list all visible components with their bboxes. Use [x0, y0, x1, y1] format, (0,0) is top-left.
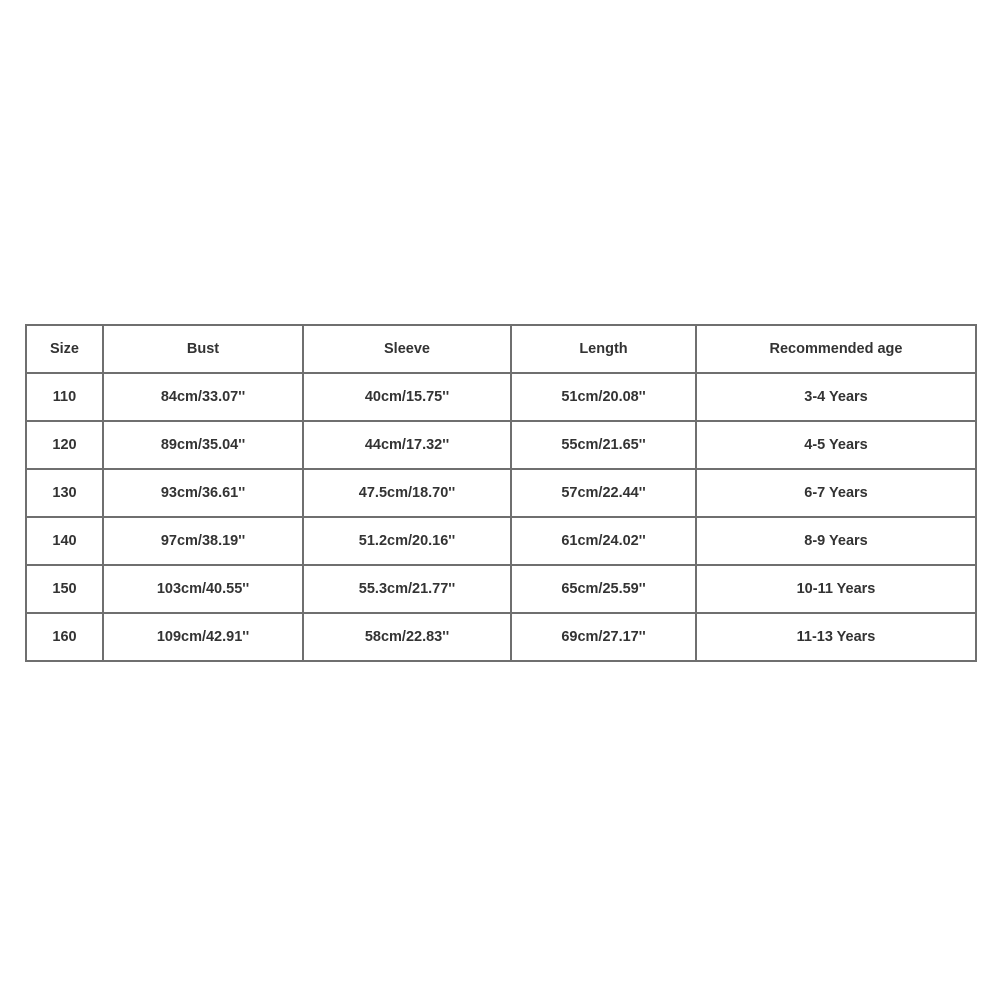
cell-bust: 89cm/35.04'' — [103, 421, 303, 469]
cell-bust: 93cm/36.61'' — [103, 469, 303, 517]
cell-sleeve: 51.2cm/20.16'' — [303, 517, 511, 565]
table-header-row — [26, 325, 976, 373]
cell-size: 130 — [26, 469, 103, 517]
cell-sleeve: 40cm/15.75'' — [303, 373, 511, 421]
cell-recommended-age: 6-7 Years — [696, 469, 976, 517]
header-recommended-age: Recommended age — [696, 325, 976, 373]
table-row — [26, 469, 976, 517]
cell-length: 61cm/24.02'' — [511, 517, 696, 565]
cell-size: 150 — [26, 565, 103, 613]
header-bust: Bust — [103, 325, 303, 373]
cell-length: 69cm/27.17'' — [511, 613, 696, 661]
cell-sleeve: 55.3cm/21.77'' — [303, 565, 511, 613]
cell-sleeve: 58cm/22.83'' — [303, 613, 511, 661]
cell-recommended-age: 10-11 Years — [696, 565, 976, 613]
cell-bust: 84cm/33.07'' — [103, 373, 303, 421]
cell-size: 140 — [26, 517, 103, 565]
cell-recommended-age: 3-4 Years — [696, 373, 976, 421]
header-length: Length — [511, 325, 696, 373]
cell-recommended-age: 8-9 Years — [696, 517, 976, 565]
cell-length: 51cm/20.08'' — [511, 373, 696, 421]
header-size: Size — [26, 325, 103, 373]
table-row — [26, 421, 976, 469]
cell-bust: 103cm/40.55'' — [103, 565, 303, 613]
cell-length: 55cm/21.65'' — [511, 421, 696, 469]
cell-bust: 97cm/38.19'' — [103, 517, 303, 565]
table-row — [26, 517, 976, 565]
cell-sleeve: 47.5cm/18.70'' — [303, 469, 511, 517]
header-sleeve: Sleeve — [303, 325, 511, 373]
table-row — [26, 613, 976, 661]
cell-size: 120 — [26, 421, 103, 469]
cell-recommended-age: 4-5 Years — [696, 421, 976, 469]
cell-size: 160 — [26, 613, 103, 661]
cell-length: 57cm/22.44'' — [511, 469, 696, 517]
cell-sleeve: 44cm/17.32'' — [303, 421, 511, 469]
table-row — [26, 373, 976, 421]
cell-recommended-age: 11-13 Years — [696, 613, 976, 661]
table-row — [26, 565, 976, 613]
cell-bust: 109cm/42.91'' — [103, 613, 303, 661]
cell-size: 110 — [26, 373, 103, 421]
size-chart-table — [25, 324, 977, 662]
cell-length: 65cm/25.59'' — [511, 565, 696, 613]
